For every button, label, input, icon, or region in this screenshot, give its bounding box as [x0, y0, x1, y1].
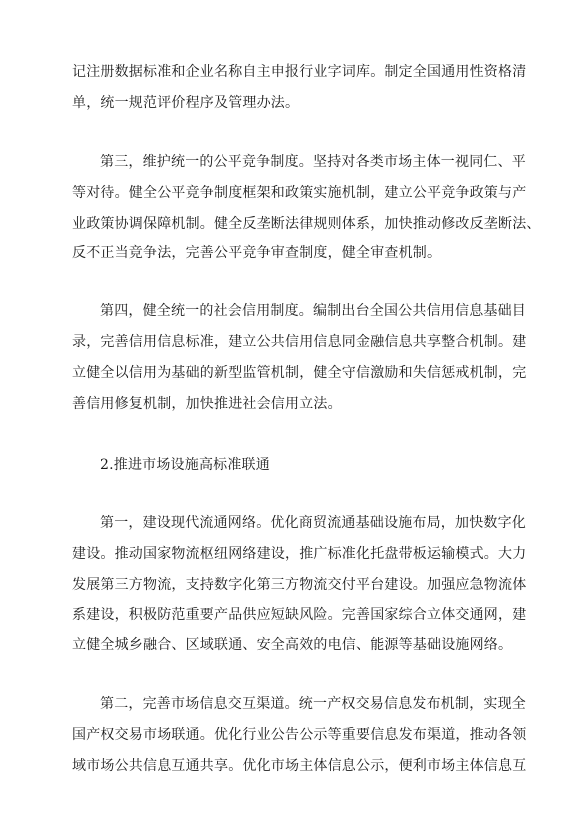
paragraph-line: 域市场公共信息互通共享。优化市场主体信息公示，便利市场主体信息互 [72, 758, 527, 774]
paragraph-line: 第四，健全统一的社会信用制度。编制出台全国公共信用信息基础目 [100, 303, 526, 319]
paragraph-line: 记注册数据标准和企业名称自主申报行业字词库。制定全国通用性资格清 [72, 64, 527, 80]
paragraph-line: 善信用修复机制，加快推进社会信用立法。 [72, 396, 342, 412]
paragraph-line: 反不正当竞争法，完善公平竞争审查制度，健全审查机制。 [72, 245, 442, 261]
paragraph-line: 录，完善信用信息标准，建立公共信用信息同金融信息共享整合机制。建 [72, 334, 527, 350]
paragraph-line: 立健全以信用为基础的新型监管机制，健全守信激励和失信惩戒机制，完 [72, 365, 527, 381]
paragraph-line: 第一，建设现代流通网络。优化商贸流通基础设施布局，加快数字化 [100, 515, 526, 531]
paragraph-line: 第二，完善市场信息交互渠道。统一产权交易信息发布机制，实现全 [100, 696, 526, 712]
paragraph-line: 第三，维护统一的公平竞争制度。坚持对各类市场主体一视同仁、平 [100, 154, 526, 170]
paragraph-line: 系建设，积极防范重要产品供应短缺风险。完善国家综合立体交通网，建 [72, 607, 527, 623]
paragraph-line: 业政策协调保障机制。健全反垄断法律规则体系，加快推动修改反垄断法、 [72, 216, 541, 232]
section-heading: 2.推进市场设施高标准联通 [100, 457, 270, 473]
paragraph-line: 发展第三方物流，支持数字化第三方物流交付平台建设。加强应急物流体 [72, 577, 527, 593]
paragraph-line: 建设。推动国家物流枢纽网络建设，推广标准化托盘带板运输模式。大力 [72, 546, 527, 562]
paragraph-line: 立健全城乡融合、区域联通、安全高效的电信、能源等基础设施网络。 [72, 637, 513, 653]
paragraph-line: 国产权交易市场联通。优化行业公告公示等重要信息发布渠道，推动各领 [72, 727, 527, 743]
paragraph-line: 单，统一规范评价程序及管理办法。 [72, 95, 300, 111]
paragraph-line: 等对待。健全公平竞争制度框架和政策实施机制，建立公平竞争政策与产 [72, 185, 527, 201]
